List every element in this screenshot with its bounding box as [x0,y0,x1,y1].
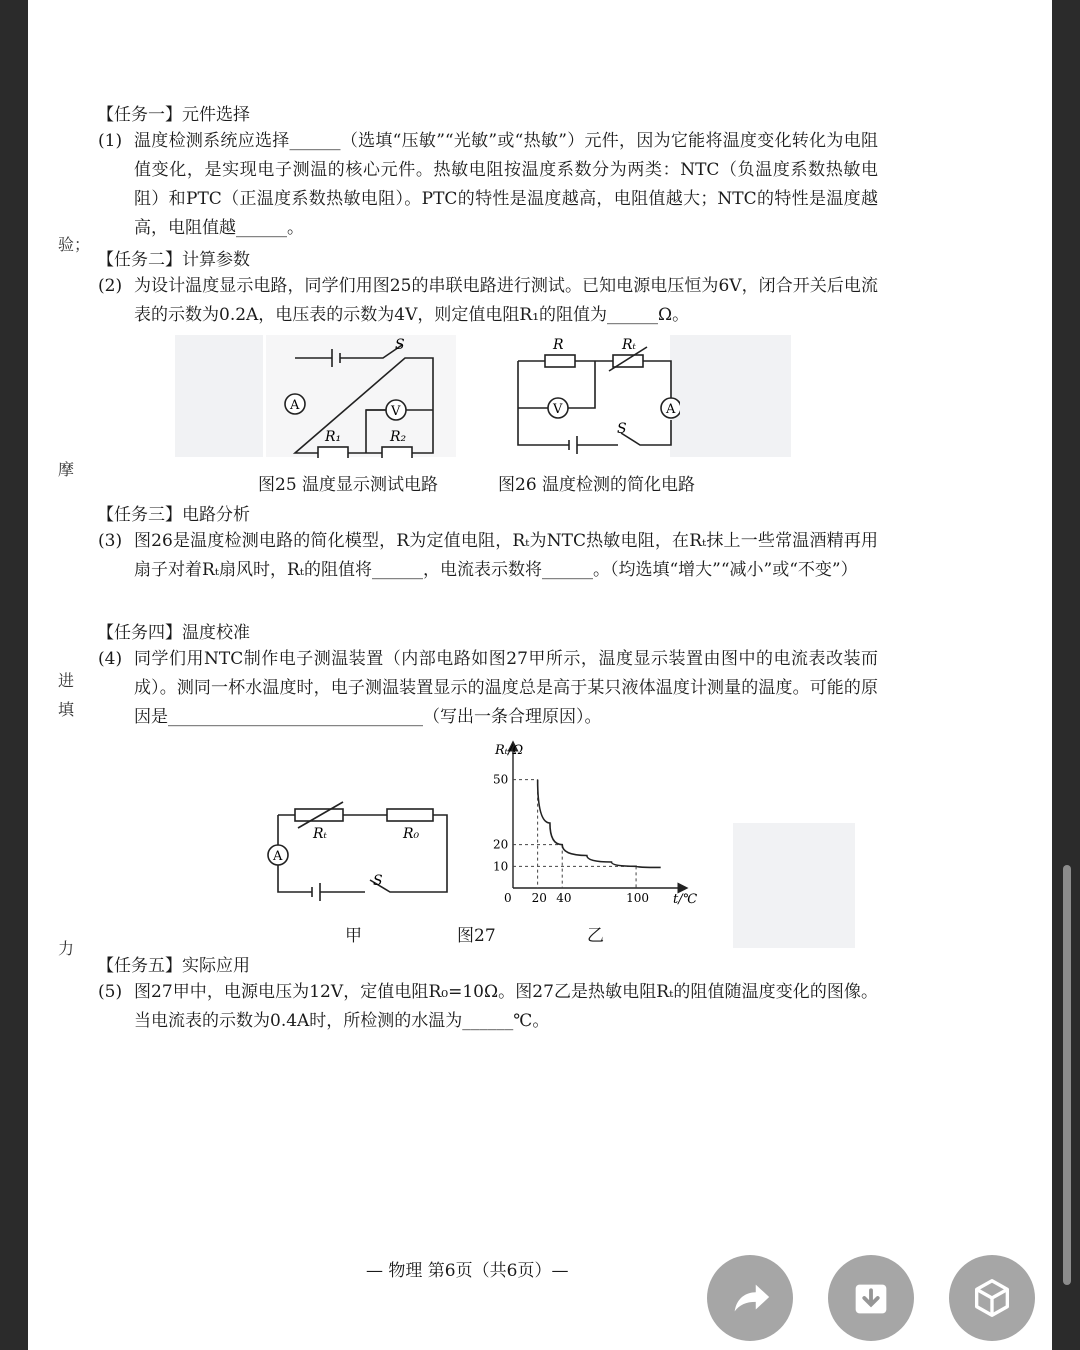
scrollbar-thumb[interactable] [1063,865,1071,1285]
question-3-text: 图26是温度检测电路的简化模型，R为定值电阻，Rₜ为NTC热敏电阻，在Rₜ抹上一些常温酒精再用扇子对着Rₜ扇风时，Rₜ的阻值将______，电流表示数将______。（均选填“增大”“减小”或“不变”） [134,531,878,580]
question-5 [98,978,878,1036]
share-button[interactable] [707,1255,793,1341]
question-1-number: (1) [98,131,123,151]
question-3-number: (3) [98,531,123,551]
blank-gray-box-left [175,335,263,457]
fig27-ammeter-label: A [273,849,283,864]
question-5-number: (5) [98,982,123,1002]
question-5-text: 图27甲中，电源电压为12V，定值电阻R₀=10Ω。图27乙是热敏电阻Rₜ的阻值随温度变化的图像。当电流表的示数为0.4A时，所检测的水温为______℃。 [134,982,878,1031]
blank-gray-box-right [670,335,791,457]
graph-x-label: t/℃ [673,892,698,907]
fig27-right-label: 乙 [587,926,604,946]
fig27-left-label: 甲 [345,926,362,946]
margin-char-1: 验； [58,235,91,254]
question-3 [98,527,878,585]
fig25-circuit [270,333,450,458]
task3-title: 【任务三】电路分析 [97,505,250,525]
fig25-r2-label: R₂ [390,429,407,445]
x-tick-100: 100 [626,891,649,905]
task1-title: 【任务一】元件选择 [97,105,250,125]
fig26-circuit [505,333,680,458]
fig25-r1-label: R₁ [325,429,342,445]
fig27-r0-label: R₀ [403,826,420,842]
task5-title: 【任务五】实际应用 [97,956,250,976]
fig25-caption: 图25 温度显示测试电路 [258,475,439,495]
fig27-caption: 图27 [457,926,496,946]
margin-char-3: 进 [58,671,75,690]
graph-guides [513,780,636,888]
fig26-ammeter-label: A [666,402,676,417]
fig26-caption: 图26 温度检测的简化电路 [498,475,696,495]
x-tick-40: 40 [556,891,572,905]
margin-char-4: 填 [58,700,75,719]
question-1 [98,127,878,243]
margin-char-2: 摩 [58,460,75,479]
fig25-ammeter-label: A [290,398,300,413]
fig27-graph [485,738,710,908]
fig25-switch-label: S [395,337,405,353]
graph-x-ticks [504,891,649,905]
share-icon [727,1275,773,1321]
page-footer: — 物理 第6页（共6页）— [366,1261,569,1281]
graph-y-label: Rₜ/Ω [495,743,524,758]
blank-gray-box-fig27 [733,823,855,948]
3d-view-button[interactable] [949,1255,1035,1341]
y-tick-10: 10 [493,859,509,874]
question-1-text: 温度检测系统应选择______（选填“压敏”“光敏”或“热敏”）元件，因为它能将温度变化转化为电阻值变化，是实现电子测温的核心元件。热敏电阻按温度系数分为两类：NTC（负温度系数热敏电阻）和PTC（正温度系数热敏电阻）。PTC的特性是温度越高，电阻值越大；NTC的特性是温度越高，电阻值越______。 [134,131,878,238]
question-4 [98,645,878,732]
fig27-circuit [265,800,460,910]
x-tick-20: 20 [531,891,547,905]
fig26-voltmeter-label: V [553,402,563,417]
graph-y-ticks [493,773,508,874]
x-tick-0: 0 [504,891,512,905]
graph-curve-series [538,780,661,868]
fig26-r-label: R [553,337,564,353]
fig27-switch-label: S [373,873,383,889]
task4-title: 【任务四】温度校准 [97,623,250,643]
fig25-voltmeter-label: V [391,404,401,419]
download-button[interactable] [828,1255,914,1341]
question-4-text: 同学们用NTC制作电子测温装置（内部电路如图27甲所示，温度显示装置由图中的电流表改装而成）。测同一杯水温度时，电子测温装置显示的温度总是高于某只液体温度计测量的温度。可能的原因是______________________________（写出一条合理原因）。 [134,649,878,727]
y-tick-20: 20 [493,837,509,852]
question-4-number: (4) [98,649,123,669]
download-icon [848,1275,894,1321]
fig27-rt-label: Rₜ [313,826,327,842]
margin-char-5: 力 [58,939,75,958]
fig26-switch-label: S [617,421,627,437]
y-tick-50: 50 [493,772,509,787]
cube-icon [969,1275,1015,1321]
task2-title: 【任务二】计算参数 [97,250,250,270]
question-2-text: 为设计温度显示电路，同学们用图25的串联电路进行测试。已知电源电压恒为6V，闭合开关后电流表的示数为0.2A，电压表的示数为4V，则定值电阻R₁的阻值为______Ω。 [134,276,878,325]
question-2-number: (2) [98,276,123,296]
fig26-rt-label: Rₜ [622,337,636,353]
question-2 [98,272,878,330]
